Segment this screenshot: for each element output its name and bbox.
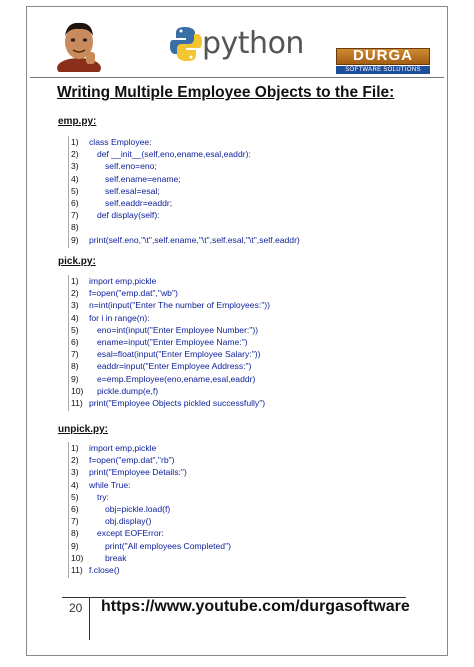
code-text: pickle.dump(e,f) [97,385,159,396]
line-number: 4) [71,479,79,490]
code-text: f=open("emp.dat","wb") [89,288,178,299]
durga-tagline: SOFTWARE SOLUTIONS [336,66,430,74]
line-number: 6) [71,336,79,347]
code-text: obj=pickle.load(f) [105,503,171,514]
code-text: def display(self): [97,210,160,221]
line-number: 1) [71,137,79,147]
python-wordmark: python [202,26,304,61]
code-text: try: [97,491,109,502]
line-number: 2) [71,149,79,160]
line-number: 5) [71,324,79,335]
line-number: 11) [71,397,83,408]
line-number: 3) [71,161,79,172]
section-filename: emp.py: [58,116,97,127]
code-line [69,287,368,299]
code-line [69,348,368,360]
code-line [69,466,368,478]
code-line [69,540,368,552]
code-line [69,197,368,209]
code-line [69,373,368,385]
code-text: while True: [89,479,131,490]
code-text: except EOFError: [97,528,164,539]
durga-logo-text: DURGA [353,47,413,64]
code-line [69,234,368,246]
line-number: 4) [71,312,79,323]
line-number: 11) [71,564,83,575]
code-line [69,454,368,466]
code-text: for i in range(n): [89,312,150,323]
line-number: 8) [71,222,79,233]
line-number: 9) [71,234,79,245]
code-text: eno=int(input("Enter Employee Number:")) [97,324,259,335]
code-text: print("Employee Details:") [89,467,187,478]
code-text: def __init__(self,eno,ename,esal,eaddr): [97,149,251,160]
code-line [69,491,368,503]
line-number: 5) [71,185,79,196]
code-line [69,527,368,539]
code-line [69,442,368,454]
line-number: 10) [71,552,84,563]
code-line [69,515,368,527]
code-line [69,397,368,409]
line-number: 2) [71,455,79,466]
code-text: print(self.eno,"\t",self.ename,"\t",self.esal,"\t",self.eaddr) [89,234,300,245]
page-number: 20 [69,601,83,615]
code-line [69,136,368,148]
code-text: n=int(input("Enter The number of Employees:")) [89,300,271,311]
line-number: 2) [71,288,79,299]
python-icon [170,26,202,62]
line-number: 6) [71,197,79,208]
code-text: self.ename=ename; [105,173,181,184]
page-header [36,12,438,80]
line-number: 7) [71,516,79,527]
code-text: self.eaddr=eaddr; [105,197,173,208]
code-text: break [105,552,127,563]
code-text: f.close() [89,564,120,575]
footer-url[interactable]: https://www.youtube.com/durgasoftware [101,598,410,615]
line-number: 7) [71,210,79,221]
code-text: import emp,pickle [89,276,157,286]
code-text: esal=float(input("Enter Employee Salary:")) [97,349,261,360]
code-text: e=emp.Employee(eno,ename,esal,eaddr) [97,373,256,384]
line-number: 1) [71,276,79,286]
code-text: import emp,pickle [89,443,157,453]
code-block [68,275,368,411]
code-line [69,336,368,348]
line-number: 6) [71,503,79,514]
line-number: 5) [71,491,79,502]
code-line [69,185,368,197]
python-logo [170,22,320,72]
code-line [69,221,368,233]
code-text: f=open("emp.dat","rb") [89,455,175,466]
code-line [69,503,368,515]
code-line [69,299,368,311]
code-line [69,360,368,372]
line-number: 8) [71,361,79,372]
line-number: 8) [71,528,79,539]
code-line [69,324,368,336]
line-number: 9) [71,373,79,384]
code-text: class Employee: [89,137,152,147]
code-block [68,442,368,578]
code-line [69,552,368,564]
code-line [69,148,368,160]
code-block [68,136,368,248]
code-line [69,160,368,172]
code-line [69,479,368,491]
line-number: 7) [71,349,79,360]
section-filename: unpick.py: [58,424,109,435]
code-text: self.esal=esal; [105,185,160,196]
code-text: obj.display() [105,516,152,527]
line-number: 9) [71,540,79,551]
code-line [69,564,368,576]
code-text: self.eno=eno; [105,161,157,172]
code-line [69,275,368,287]
instructor-avatar [56,18,102,72]
line-number: 10) [71,385,84,396]
line-number: 1) [71,443,79,453]
code-line [69,209,368,221]
code-text: print("All employees Completed") [105,540,231,551]
code-line [69,173,368,185]
section-filename: pick.py: [58,256,96,267]
code-line [69,312,368,324]
line-number: 3) [71,300,79,311]
header-divider [30,77,444,78]
code-text: ename=input("Enter Employee Name:") [97,336,248,347]
code-text: eaddr=input("Enter Employee Address:") [97,361,252,372]
durga-logo [336,48,430,76]
footer-separator [89,598,90,640]
page-title: Writing Multiple Employee Objects to the File: [57,84,395,101]
line-number: 3) [71,467,79,478]
code-line [69,385,368,397]
code-text: print("Employee Objects pickled successfully") [89,397,266,408]
line-number: 4) [71,173,79,184]
